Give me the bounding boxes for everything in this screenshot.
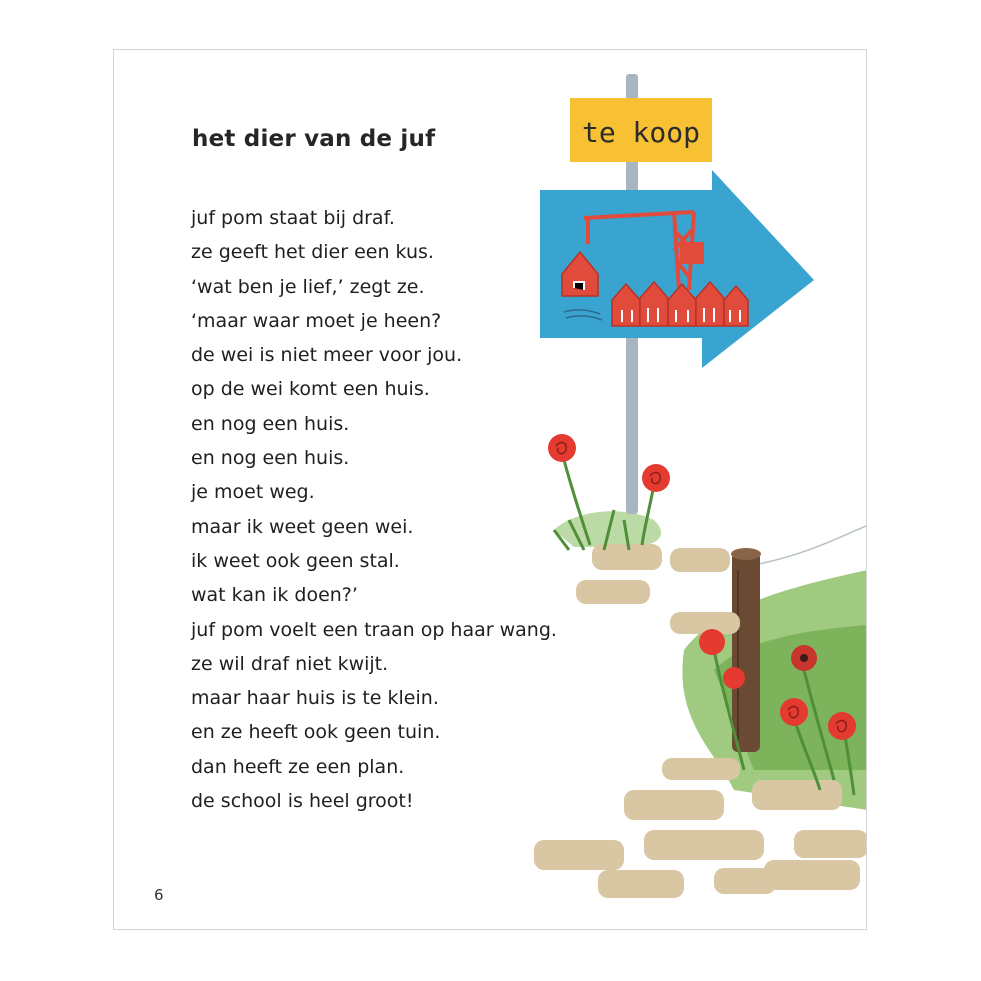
sign-text: te koop — [581, 116, 701, 149]
arrow-sign — [540, 170, 814, 368]
poem-line: je moet weg. — [191, 481, 315, 504]
poem-line: ik weet ook geen stal. — [191, 549, 400, 572]
poem-line: en nog een huis. — [191, 412, 350, 435]
poppy-flower — [780, 698, 808, 726]
poppy-flower — [828, 712, 856, 740]
poem-line: ‘wat ben je lief,’ zegt ze. — [191, 275, 425, 298]
poem-line: de wei is niet meer voor jou. — [191, 344, 463, 367]
page-number: 6 — [154, 886, 164, 904]
poem-line: juf pom staat bij draf. — [191, 207, 395, 229]
poem-line: ‘maar waar moet je heen? — [191, 309, 442, 332]
for-sale-sign — [570, 98, 712, 162]
poem-line: en ze heeft ook geen tuin. — [191, 721, 441, 744]
poppy-flower — [699, 629, 725, 655]
poem-line: dan heeft ze een plan. — [191, 755, 405, 778]
poppy-flower — [723, 667, 745, 689]
poem-line: en nog een huis. — [191, 447, 350, 470]
poem-line: wat kan ik doen?’ — [191, 584, 358, 607]
fence-wire — [754, 525, 867, 565]
poem-line: op de wei komt een huis. — [191, 378, 430, 401]
poem-line: maar haar huis is te klein. — [191, 687, 439, 710]
poem-line: ze geeft het dier een kus. — [191, 241, 434, 264]
book-page — [113, 49, 867, 930]
poem-line: ze wil draf niet kwijt. — [191, 652, 389, 675]
wooden-post — [731, 548, 761, 752]
page-title: het dier van de juf — [192, 126, 436, 152]
poppy-flower — [642, 464, 670, 492]
poem — [191, 201, 557, 818]
poem-line: de school is heel groot! — [191, 790, 414, 813]
poem-line: maar ik weet geen wei. — [191, 515, 414, 538]
poem-line: juf pom voelt een traan op haar wang. — [191, 618, 557, 641]
